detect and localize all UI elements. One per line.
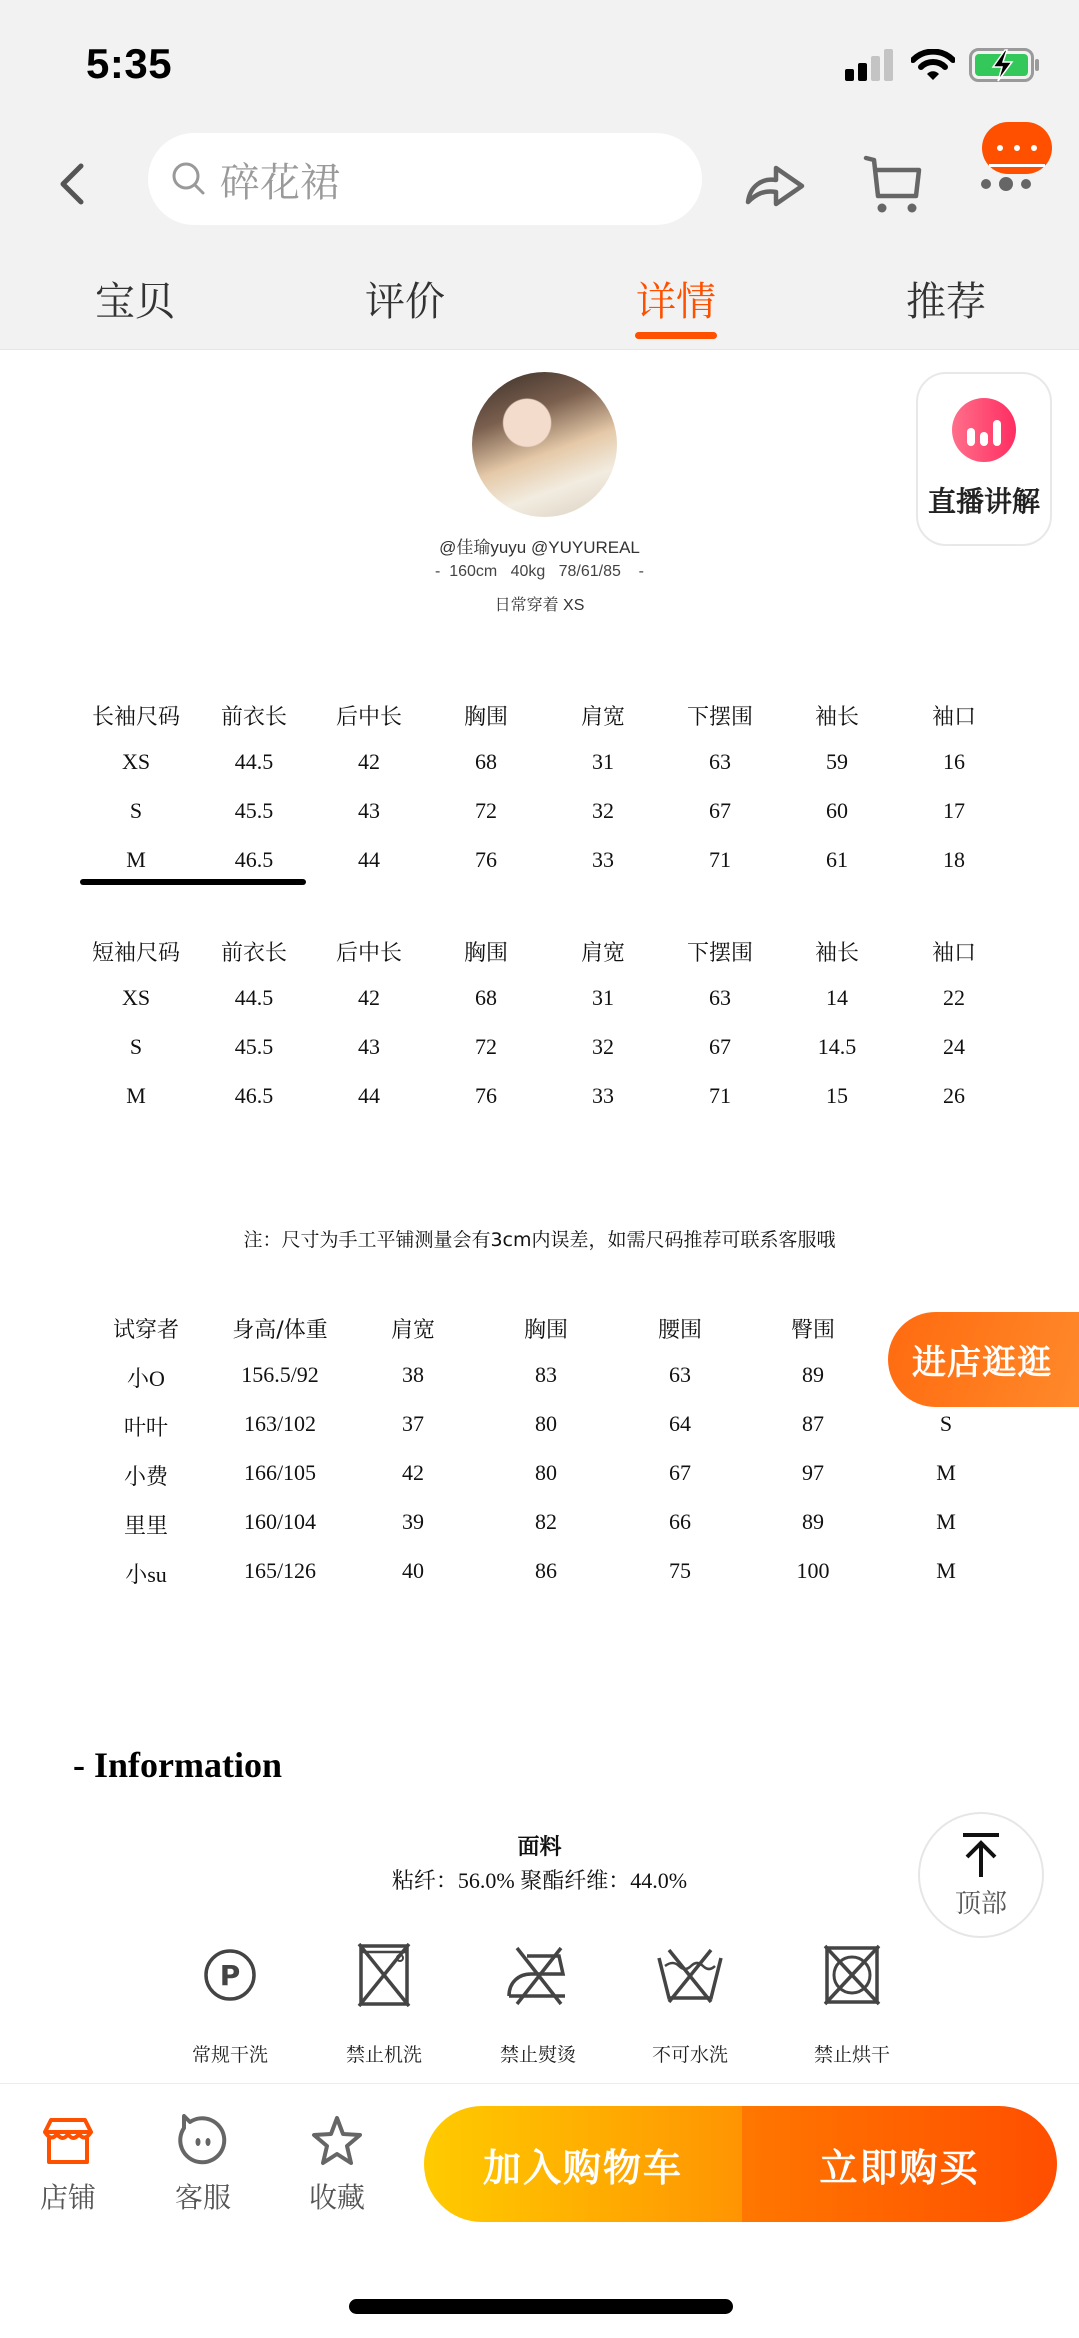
cell: 24 <box>943 1034 965 1059</box>
cell: 33 <box>592 1083 614 1108</box>
model-usual-size: 日常穿着 XS <box>494 597 585 614</box>
table-header-row <box>60 700 1020 730</box>
cell: 33 <box>592 847 614 872</box>
cell: M <box>126 847 146 872</box>
tab-bar <box>0 270 1079 340</box>
search-placeholder: 碎花裙 <box>220 159 340 206</box>
cell: 71 <box>709 1083 731 1108</box>
add-to-cart-label: 加入购物车 <box>482 2145 683 2190</box>
cell: 67 <box>709 798 731 823</box>
cell: 40 <box>402 1558 424 1583</box>
cell: 26 <box>943 1083 965 1108</box>
cell: S <box>129 1034 143 1059</box>
cell: 37 <box>402 1411 424 1436</box>
cell: 44 <box>358 847 380 872</box>
back-to-top-label: 顶部 <box>954 1888 1007 1919</box>
header-cell: 袖长 <box>814 705 859 730</box>
header-cell: 前衣长 <box>220 941 287 966</box>
share-icon <box>744 156 808 214</box>
cell: 97 <box>802 1460 824 1485</box>
header-cell: 身高/体重 <box>232 1318 328 1343</box>
cell: 44 <box>358 1083 380 1108</box>
cell: 82 <box>535 1509 557 1534</box>
cell: 46.5 <box>234 1083 274 1108</box>
cell: 45.5 <box>234 1034 274 1059</box>
cell: 17 <box>943 798 965 823</box>
cell: 60 <box>826 798 848 823</box>
back-button[interactable] <box>52 158 92 210</box>
cell: 59 <box>826 749 848 774</box>
fabric-composition: 粘纤：56.0% 聚酯纤维：44.0% <box>391 1868 688 1893</box>
cell: 44.5 <box>234 749 274 774</box>
header-cell: 胸围 <box>463 941 508 966</box>
cell: 15 <box>826 1083 848 1108</box>
header-cell: 肩宽 <box>580 941 625 966</box>
favorite-label: 收藏 <box>308 2181 365 2214</box>
care-label: 不可水洗 <box>651 2044 728 2066</box>
customer-service-icon <box>176 2114 230 2168</box>
cell: S <box>129 798 143 823</box>
cell: 166/105 <box>243 1460 317 1485</box>
cell: 45.5 <box>234 798 274 823</box>
cell: XS <box>121 985 151 1010</box>
cell: 160/104 <box>243 1509 317 1534</box>
header-cell: 后中长 <box>335 941 402 966</box>
care-item-no-machine-wash <box>314 1940 454 2067</box>
table-row <box>60 798 1020 828</box>
more-button[interactable] <box>980 122 1052 194</box>
header-cell: 试穿者 <box>112 1318 179 1343</box>
care-item-dry-clean <box>160 1940 300 2067</box>
table-row <box>80 1509 1040 1539</box>
cell: 89 <box>802 1509 824 1534</box>
cell: 61 <box>826 847 848 872</box>
cell: 66 <box>669 1509 691 1534</box>
cart-button[interactable] <box>862 152 924 220</box>
cell: 72 <box>475 798 497 823</box>
cell: 16 <box>943 749 965 774</box>
wifi-icon <box>911 49 955 81</box>
table-row <box>60 1034 1020 1064</box>
dry-clean-icon <box>195 1940 265 2010</box>
table-row <box>60 1083 1020 1113</box>
header-cell: 前衣长 <box>220 705 287 730</box>
cell: 165/126 <box>243 1558 317 1583</box>
header-cell: 腰围 <box>657 1318 702 1343</box>
table-row <box>80 1411 1040 1441</box>
header-cell: 胸围 <box>523 1318 568 1343</box>
header-cell: 胸围 <box>463 705 508 730</box>
cell: 86 <box>535 1558 557 1583</box>
care-item-no-iron <box>468 1940 608 2067</box>
care-item-no-water-wash <box>620 1940 760 2067</box>
buy-now-label: 立即购买 <box>819 2145 980 2190</box>
cell: 32 <box>592 798 614 823</box>
tab-item[interactable]: 宝贝 <box>95 279 175 325</box>
more-icon <box>980 122 1052 194</box>
cell: 小费 <box>123 1464 168 1489</box>
cell: M <box>936 1460 956 1485</box>
cell: 76 <box>475 1083 497 1108</box>
no-iron-icon <box>503 1940 573 2010</box>
information-heading: - Information <box>73 1745 282 1785</box>
table-row <box>80 1558 1040 1588</box>
cell: 42 <box>402 1460 424 1485</box>
cell: 44.5 <box>234 985 274 1010</box>
cell: 80 <box>535 1460 557 1485</box>
cell: 67 <box>669 1460 691 1485</box>
active-tab-indicator <box>635 332 717 339</box>
measurement-note: 注：尺寸为手工平铺测量会有3cm内误差，如需尺码推荐可联系客服哦 <box>243 1229 836 1251</box>
cell: 67 <box>709 1034 731 1059</box>
cell: 156.5/92 <box>241 1362 319 1387</box>
cellular-signal-icon <box>845 49 897 81</box>
header-cell: 短袖尺码 <box>91 941 180 966</box>
header-cell: 下摆围 <box>686 941 753 966</box>
battery-charging-icon <box>969 48 1041 82</box>
cell: 46.5 <box>234 847 274 872</box>
handwritten-underline <box>80 879 306 885</box>
cell: 31 <box>592 749 614 774</box>
top-header <box>0 0 1079 350</box>
cell: 43 <box>358 798 380 823</box>
live-stream-icon <box>952 398 1016 462</box>
cell: 68 <box>475 749 497 774</box>
cell: 63 <box>709 749 731 774</box>
buy-now-button[interactable] <box>742 2106 1057 2222</box>
cell: 72 <box>475 1034 497 1059</box>
cell: 163/102 <box>243 1411 317 1436</box>
store-label: 店铺 <box>39 2181 96 2214</box>
cell: 87 <box>802 1411 824 1436</box>
cell: S <box>939 1411 953 1436</box>
visit-shop-label: 进店逛逛 <box>912 1343 1052 1383</box>
cell: 31 <box>592 985 614 1010</box>
cell: 18 <box>943 847 965 872</box>
tab-recommend[interactable]: 推荐 <box>906 279 986 325</box>
cell: 64 <box>669 1411 691 1436</box>
model-handle: @佳瑜yuyu @YUYUREAL <box>439 538 640 557</box>
care-label: 常规干洗 <box>191 2044 268 2066</box>
search-icon <box>170 160 208 198</box>
no-tumble-dry-icon <box>817 1940 887 2010</box>
cell: M <box>936 1509 956 1534</box>
back-to-top-button[interactable] <box>918 1812 1044 1938</box>
search-input[interactable] <box>148 133 702 225</box>
cell: 14 <box>826 985 848 1010</box>
customer-service-button[interactable] <box>158 2114 248 2216</box>
store-icon <box>41 2114 95 2168</box>
header-cell: 下摆围 <box>686 705 753 730</box>
live-explain-button[interactable] <box>916 372 1052 546</box>
header-cell: 长袖尺码 <box>91 705 180 730</box>
arrow-to-top-icon <box>959 1831 1003 1879</box>
table-row <box>80 1460 1040 1490</box>
share-button[interactable] <box>744 156 808 214</box>
care-label: 禁止熨烫 <box>499 2044 576 2066</box>
store-button[interactable] <box>23 2114 113 2216</box>
home-indicator[interactable] <box>349 2299 733 2314</box>
cell: 里里 <box>123 1513 168 1538</box>
header-cell: 后中长 <box>335 705 402 730</box>
status-icons <box>845 48 1041 82</box>
favorite-button[interactable] <box>292 2114 382 2216</box>
table-row <box>60 749 1020 779</box>
cell: M <box>126 1083 146 1108</box>
care-label: 禁止烘干 <box>813 2044 890 2066</box>
header-cell: 肩宽 <box>580 705 625 730</box>
cell: 43 <box>358 1034 380 1059</box>
cell: 80 <box>535 1411 557 1436</box>
cell: 14.5 <box>817 1034 857 1059</box>
cell: 100 <box>796 1558 830 1583</box>
cell: 68 <box>475 985 497 1010</box>
chevron-left-icon <box>57 162 87 206</box>
header-cell: 肩宽 <box>390 1318 435 1343</box>
cell: 叶叶 <box>123 1415 168 1440</box>
live-explain-label: 直播讲解 <box>927 485 1040 518</box>
cell: 39 <box>402 1509 424 1534</box>
cell: 63 <box>709 985 731 1010</box>
header-cell: 袖口 <box>931 705 976 730</box>
cell: 22 <box>943 985 965 1010</box>
table-row <box>60 985 1020 1015</box>
cell: 63 <box>669 1362 691 1387</box>
customer-service-label: 客服 <box>174 2181 231 2214</box>
cell: 小su <box>125 1562 167 1587</box>
tab-reviews[interactable]: 评价 <box>365 279 445 325</box>
model-avatar <box>472 372 617 517</box>
model-stats: - 160cm 40kg 78/61/85 - <box>435 563 644 580</box>
tab-details[interactable]: 详情 <box>636 279 716 325</box>
cell: 32 <box>592 1034 614 1059</box>
header-cell: 袖长 <box>814 941 859 966</box>
cell: 83 <box>535 1362 557 1387</box>
status-time: 5:35 <box>86 40 173 87</box>
cell: 42 <box>358 985 380 1010</box>
cell: 76 <box>475 847 497 872</box>
fabric-title: 面料 <box>517 1835 562 1860</box>
svg-text:P: P <box>219 1959 241 1992</box>
purchase-buttons <box>424 2106 1057 2222</box>
table-row <box>60 847 1020 877</box>
no-machine-wash-icon <box>349 1940 419 2010</box>
cell: XS <box>121 749 151 774</box>
no-water-wash-icon <box>655 1940 725 2010</box>
cell: 89 <box>802 1362 824 1387</box>
care-label: 禁止机洗 <box>345 2044 422 2066</box>
cart-icon <box>862 152 924 220</box>
cell: 75 <box>669 1558 691 1583</box>
care-item-no-tumble-dry <box>782 1940 922 2067</box>
header-cell: 袖口 <box>931 941 976 966</box>
star-icon <box>310 2114 364 2168</box>
visit-shop-button[interactable] <box>888 1312 1079 1407</box>
table-header-row <box>60 936 1020 966</box>
cell: 71 <box>709 847 731 872</box>
cell: M <box>936 1558 956 1583</box>
header-cell: 臀围 <box>790 1318 835 1343</box>
add-to-cart-button[interactable] <box>424 2106 742 2222</box>
cell: 小O <box>127 1366 165 1391</box>
cell: 42 <box>358 749 380 774</box>
cell: 38 <box>402 1362 424 1387</box>
